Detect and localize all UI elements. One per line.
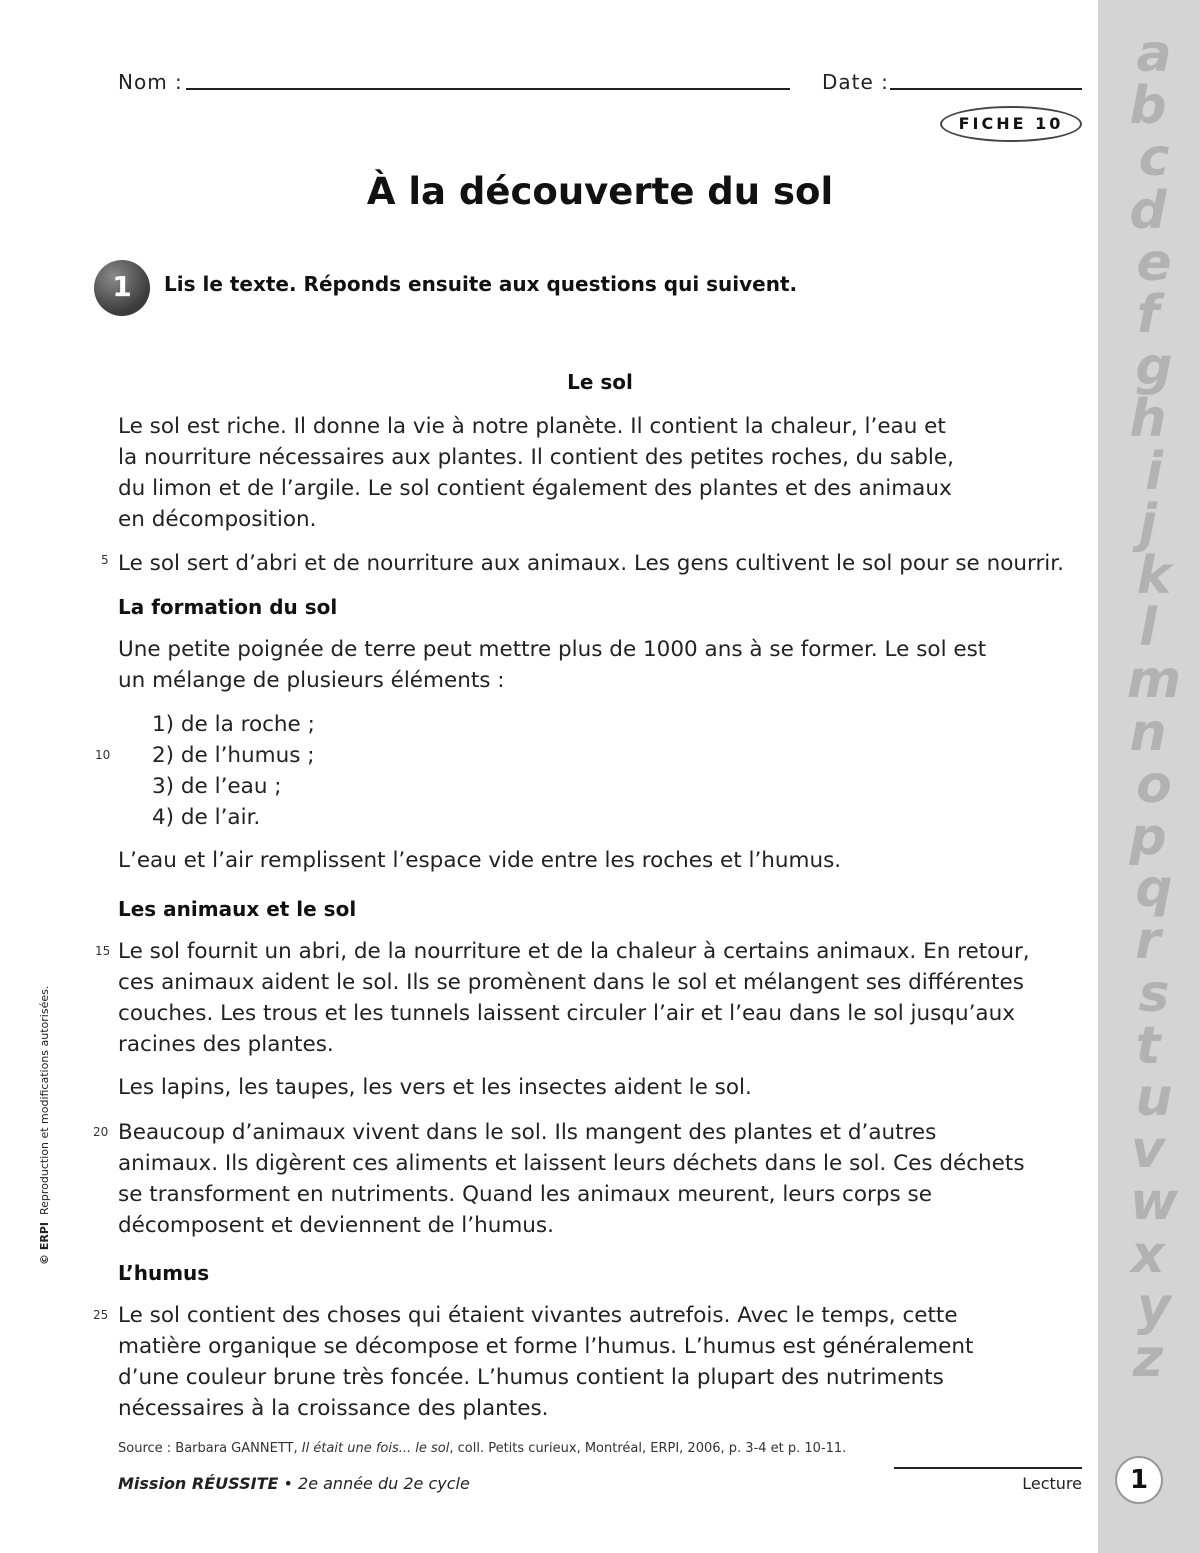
text-line: racines des plantes. <box>118 1032 334 1057</box>
text-line: du limon et de l’argile. Le sol contient également des plantes et des animaux <box>118 476 952 501</box>
text-line: d’une couleur brune très foncée. L’humus contient la plupart des nutriments <box>118 1365 944 1390</box>
alphabet-letter-g: g <box>1135 337 1173 398</box>
paragraph-6 <box>118 1072 1078 1103</box>
paragraph-1 <box>118 411 1078 535</box>
footer-series <box>118 1474 470 1493</box>
alphabet-letter-y: y <box>1137 1276 1171 1337</box>
source-prefix: Source : Barbara GANNETT, <box>118 1441 302 1456</box>
text-line: nécessaires à la croissance des plantes. <box>118 1396 549 1421</box>
alphabet-letter-h: h <box>1129 389 1167 450</box>
paragraph-3 <box>118 634 1078 696</box>
text-line: Le sol est riche. Il donne la vie à notre planète. Il contient la chaleur, l’eau et <box>118 414 946 439</box>
paragraph-4 <box>118 845 1078 876</box>
paragraph-7 <box>118 1117 1078 1241</box>
text-line: en décomposition. <box>118 507 317 532</box>
series-level: • 2e année du 2e cycle <box>278 1474 470 1493</box>
list-item: 1) de la roche ; <box>152 712 315 737</box>
elements-list <box>152 709 315 833</box>
section-heading-humus: L’humus <box>118 1261 210 1285</box>
date-label: Date : <box>822 70 889 94</box>
exercise-instruction: Lis le texte. Réponds ensuite aux questions qui suivent. <box>164 272 798 296</box>
section-heading-animaux: Les animaux et le sol <box>118 897 357 921</box>
name-label: Nom : <box>118 70 183 94</box>
line-number: 20 <box>93 1125 109 1139</box>
alphabet-letter-p: p <box>1129 807 1167 867</box>
alphabet-letter-t: t <box>1135 1015 1161 1076</box>
alphabet-letter-l: l <box>1139 598 1157 659</box>
paragraph-2 <box>118 548 1078 579</box>
alphabet-letter-v: v <box>1131 1120 1165 1181</box>
text-line: matière organique se décompose et forme l’humus. L’humus est généralement <box>118 1334 974 1359</box>
alphabet-strip <box>1098 0 1200 1553</box>
alphabet-letter-f: f <box>1136 285 1160 345</box>
text-line: décomposent et deviennent de l’humus. <box>118 1213 554 1238</box>
alphabet-letter-w: w <box>1129 1172 1179 1233</box>
text-title: Le sol <box>567 370 633 394</box>
line-number: 15 <box>95 944 111 958</box>
text-line: L’eau et l’air remplissent l’espace vide entre les roches et l’humus. <box>118 848 842 873</box>
copyright-text: Reproduction et modifications autorisées. <box>38 985 51 1216</box>
fiche-badge: FICHE 10 <box>940 106 1082 142</box>
text-line: un mélange de plusieurs éléments : <box>118 668 505 693</box>
name-field[interactable] <box>186 88 790 90</box>
text-line: Le sol contient des choses qui étaient vivantes autrefois. Avec le temps, cette <box>118 1303 958 1328</box>
text-line: Le sol sert d’abri et de nourriture aux animaux. Les gens cultivent le sol pour se nourrir. <box>118 551 1064 576</box>
text-line: couches. Les trous et les tunnels laissent circuler l’air et l’eau dans le sol jusqu’aux <box>118 1001 1015 1026</box>
alphabet-letter-c: c <box>1138 128 1170 189</box>
page-number: 1 <box>1115 1456 1163 1504</box>
alphabet-letter-b: b <box>1129 76 1167 137</box>
alphabet-letter-r: r <box>1135 911 1161 972</box>
source-book-title: Il était une fois... le sol <box>301 1441 450 1456</box>
exercise-number-badge: 1 <box>94 260 150 316</box>
alphabet-letter-u: u <box>1135 1068 1173 1128</box>
alphabet-letter-s: s <box>1138 963 1170 1024</box>
line-number: 5 <box>101 553 109 567</box>
text-line: ces animaux aident le sol. Ils se promènent dans le sol et mélangent ses différentes <box>118 970 1024 995</box>
source-citation <box>118 1441 846 1456</box>
alphabet-letter-n: n <box>1129 702 1167 763</box>
alphabet-letter-q: q <box>1135 859 1173 920</box>
alphabet-letter-o: o <box>1136 754 1172 815</box>
list-item: 2) de l’humus ; <box>152 743 315 768</box>
alphabet-letter-k: k <box>1136 546 1172 606</box>
page-title: À la découverte du sol <box>366 170 834 213</box>
footer-subject: Lecture <box>1022 1474 1082 1493</box>
text-line: animaux. Ils digèrent ces aliments et laissent leurs déchets dans le sol. Ces déchets <box>118 1151 1025 1176</box>
alphabet-letter-j: j <box>1139 493 1157 554</box>
source-suffix: , coll. Petits curieux, Montréal, ERPI, 2006, p. 3-4 et p. 10-11. <box>449 1441 847 1456</box>
alphabet-letter-e: e <box>1136 232 1172 293</box>
alphabet-letter-z: z <box>1132 1329 1164 1389</box>
alphabet-letter-i: i <box>1145 441 1163 502</box>
date-field[interactable] <box>890 88 1082 90</box>
alphabet-letter-d: d <box>1129 180 1167 241</box>
copyright-brand: © ERPI <box>38 1222 51 1265</box>
copyright-notice <box>38 986 51 1265</box>
text-line: Une petite poignée de terre peut mettre plus de 1000 ans à se former. Le sol est <box>118 637 987 662</box>
paragraph-8 <box>118 1300 1078 1424</box>
text-line: Beaucoup d’animaux vivent dans le sol. Ils mangent des plantes et d’autres <box>118 1120 937 1145</box>
section-heading-formation: La formation du sol <box>118 595 338 619</box>
line-number: 10 <box>95 748 111 762</box>
text-line: se transforment en nutriments. Quand les animaux meurent, leurs corps se <box>118 1182 932 1207</box>
list-item: 3) de l’eau ; <box>152 774 282 799</box>
paragraph-5 <box>118 936 1078 1060</box>
alphabet-letter-a: a <box>1136 24 1172 84</box>
list-item: 4) de l’air. <box>152 805 261 830</box>
line-number: 25 <box>93 1308 109 1322</box>
text-line: Les lapins, les taupes, les vers et les insectes aident le sol. <box>118 1075 752 1100</box>
text-line: Le sol fournit un abri, de la nourriture et de la chaleur à certains animaux. En retour, <box>118 939 1030 964</box>
alphabet-letter-m: m <box>1126 650 1182 711</box>
footer-divider <box>894 1467 1082 1469</box>
text-line: la nourriture nécessaires aux plantes. Il contient des petites roches, du sable, <box>118 445 954 470</box>
alphabet-letter-x: x <box>1131 1224 1165 1285</box>
series-name: Mission RÉUSSITE <box>118 1474 279 1493</box>
